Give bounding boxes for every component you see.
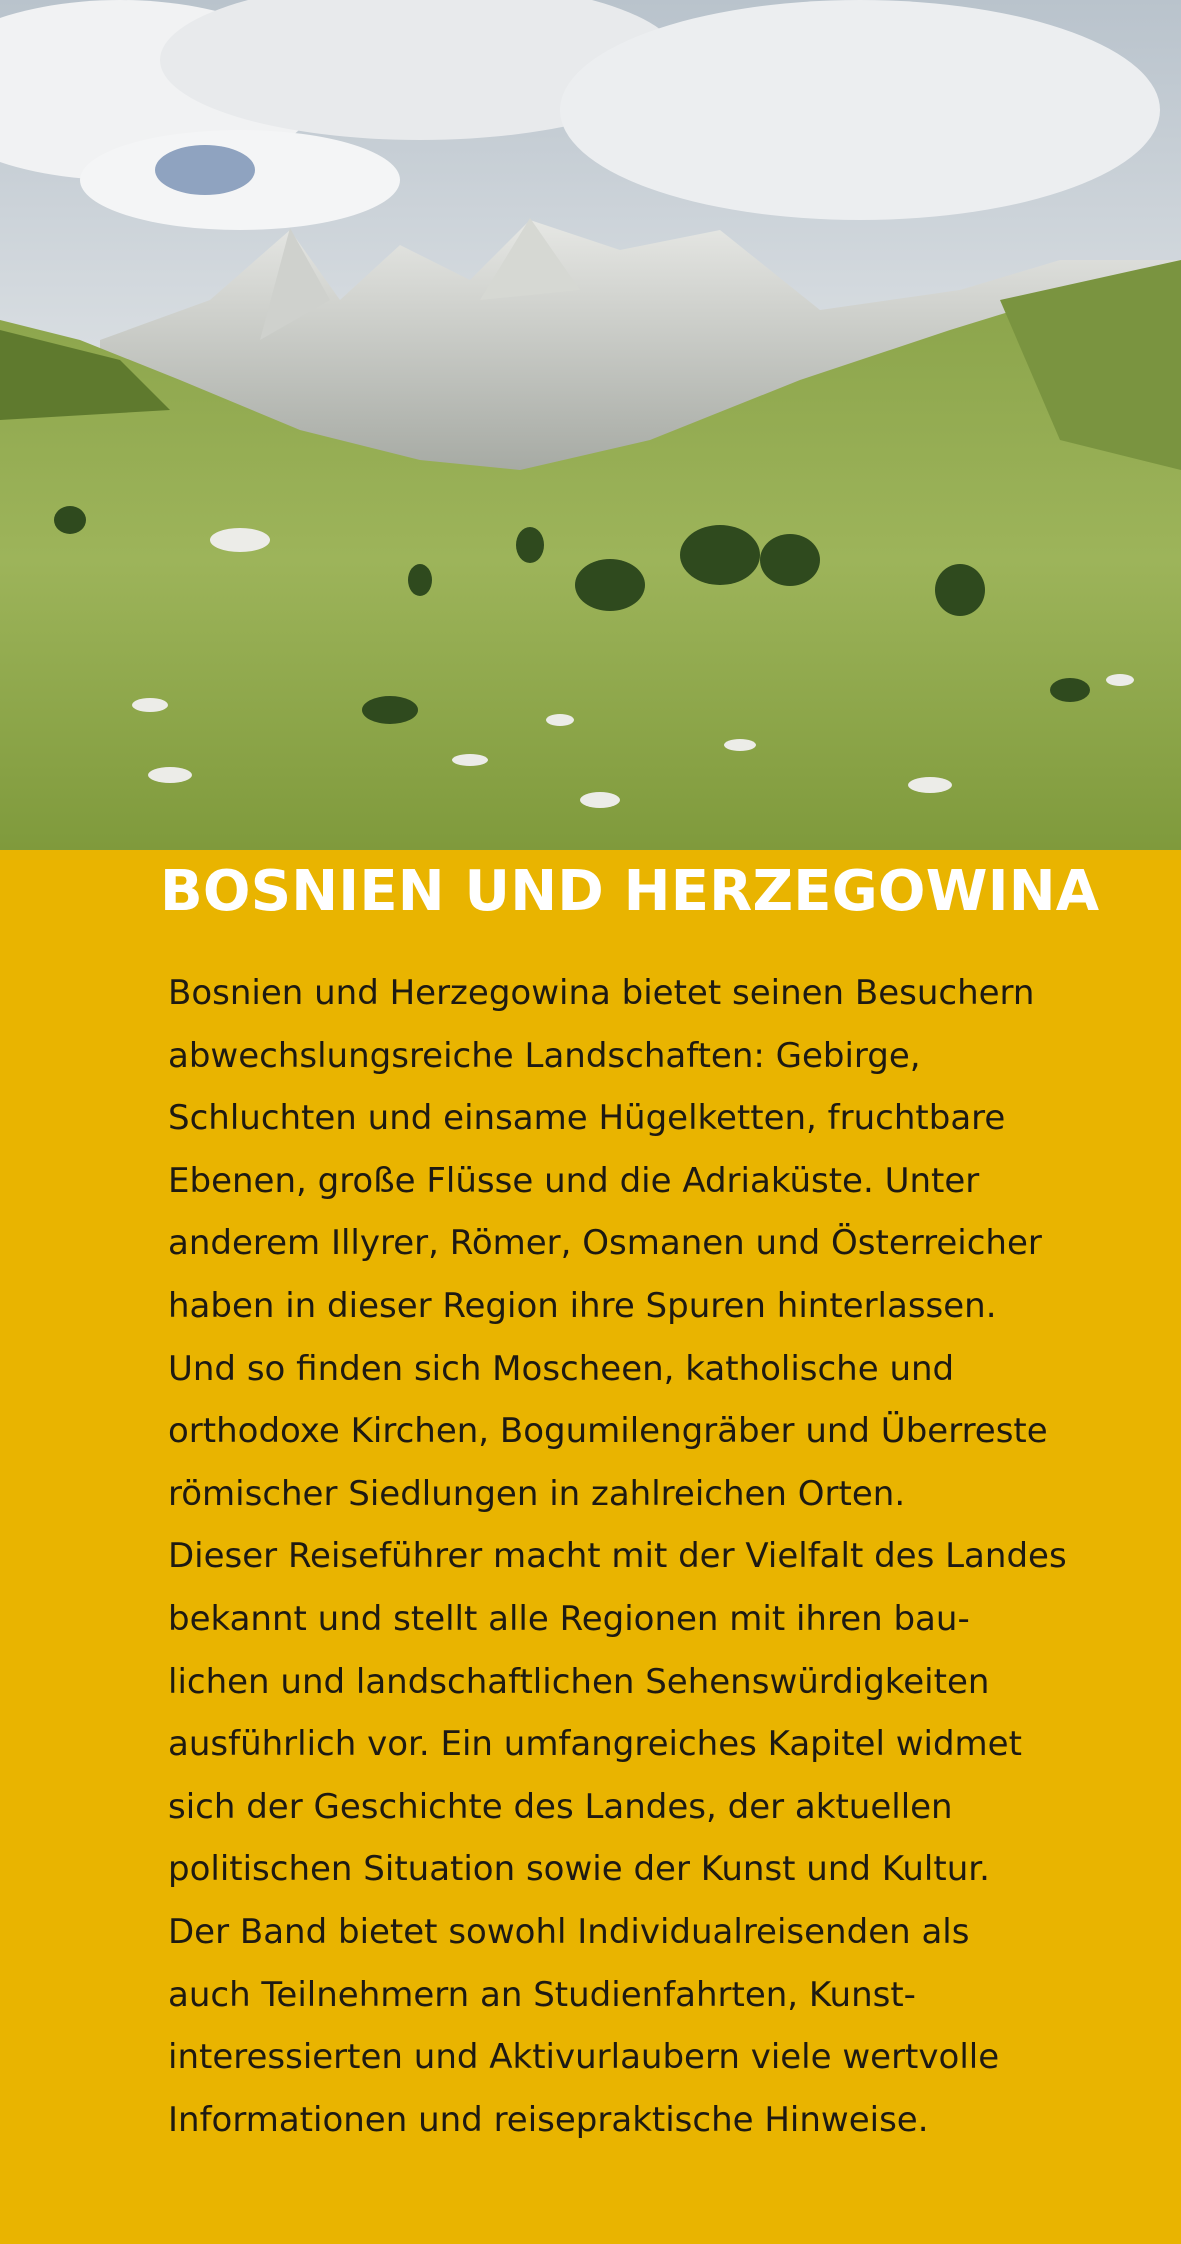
description-line: bekannt und stellt alle Regionen mit ihren bau-: [168, 1598, 970, 1639]
description-line: Der Band bietet sowohl Individualreisenden als: [168, 1911, 970, 1952]
description-line: Bosnien und Herzegowina bietet seinen Besuchern: [168, 973, 1035, 1013]
description-line: sich der Geschichte des Landes, der aktuellen: [168, 1786, 953, 1827]
description-line: abwechslungsreiche Landschaften: Gebirge,: [168, 1035, 921, 1076]
description-line: orthodoxe Kirchen, Bogumilengräber und Überreste: [168, 1411, 1048, 1452]
cover-photo: [0, 0, 1181, 850]
description-line: ausführlich vor. Ein umfangreiches Kapitel widmet: [168, 1724, 1022, 1765]
description-line: interessierten und Aktivurlaubern viele wertvolle: [168, 2037, 1000, 2078]
description-line: auch Teilnehmern an Studienfahrten, Kunst-: [168, 1974, 916, 2015]
description-line: Informationen und reisepraktische Hinweise.: [168, 2099, 929, 2140]
cover-title: BOSNIEN UND HERZEGOWINA: [160, 859, 1100, 924]
description-line: Ebenen, große Flüsse und die Adriaküste. Unter: [168, 1160, 980, 1201]
description-line: lichen und landschaftlichen Sehenswürdigkeiten: [168, 1661, 990, 1702]
description-line: politischen Situation sowie der Kunst und Kultur.: [168, 1849, 990, 1890]
description-line: römischer Siedlungen in zahlreichen Orten.: [168, 1473, 906, 1514]
description-line: Dieser Reiseführer macht mit der Vielfalt des Landes: [168, 1536, 1067, 1577]
description-line: anderem Illyrer, Römer, Osmanen und Österreicher: [168, 1223, 1042, 1264]
description-line: haben in dieser Region ihre Spuren hinterlassen.: [168, 1285, 997, 1326]
description-line: Schluchten und einsame Hügelketten, fruchtbare: [168, 1098, 1006, 1139]
description-line: Und so finden sich Moscheen, katholische und: [168, 1348, 955, 1389]
cover-description: [168, 962, 1168, 2151]
mountain-landscape-image: [0, 0, 1181, 850]
